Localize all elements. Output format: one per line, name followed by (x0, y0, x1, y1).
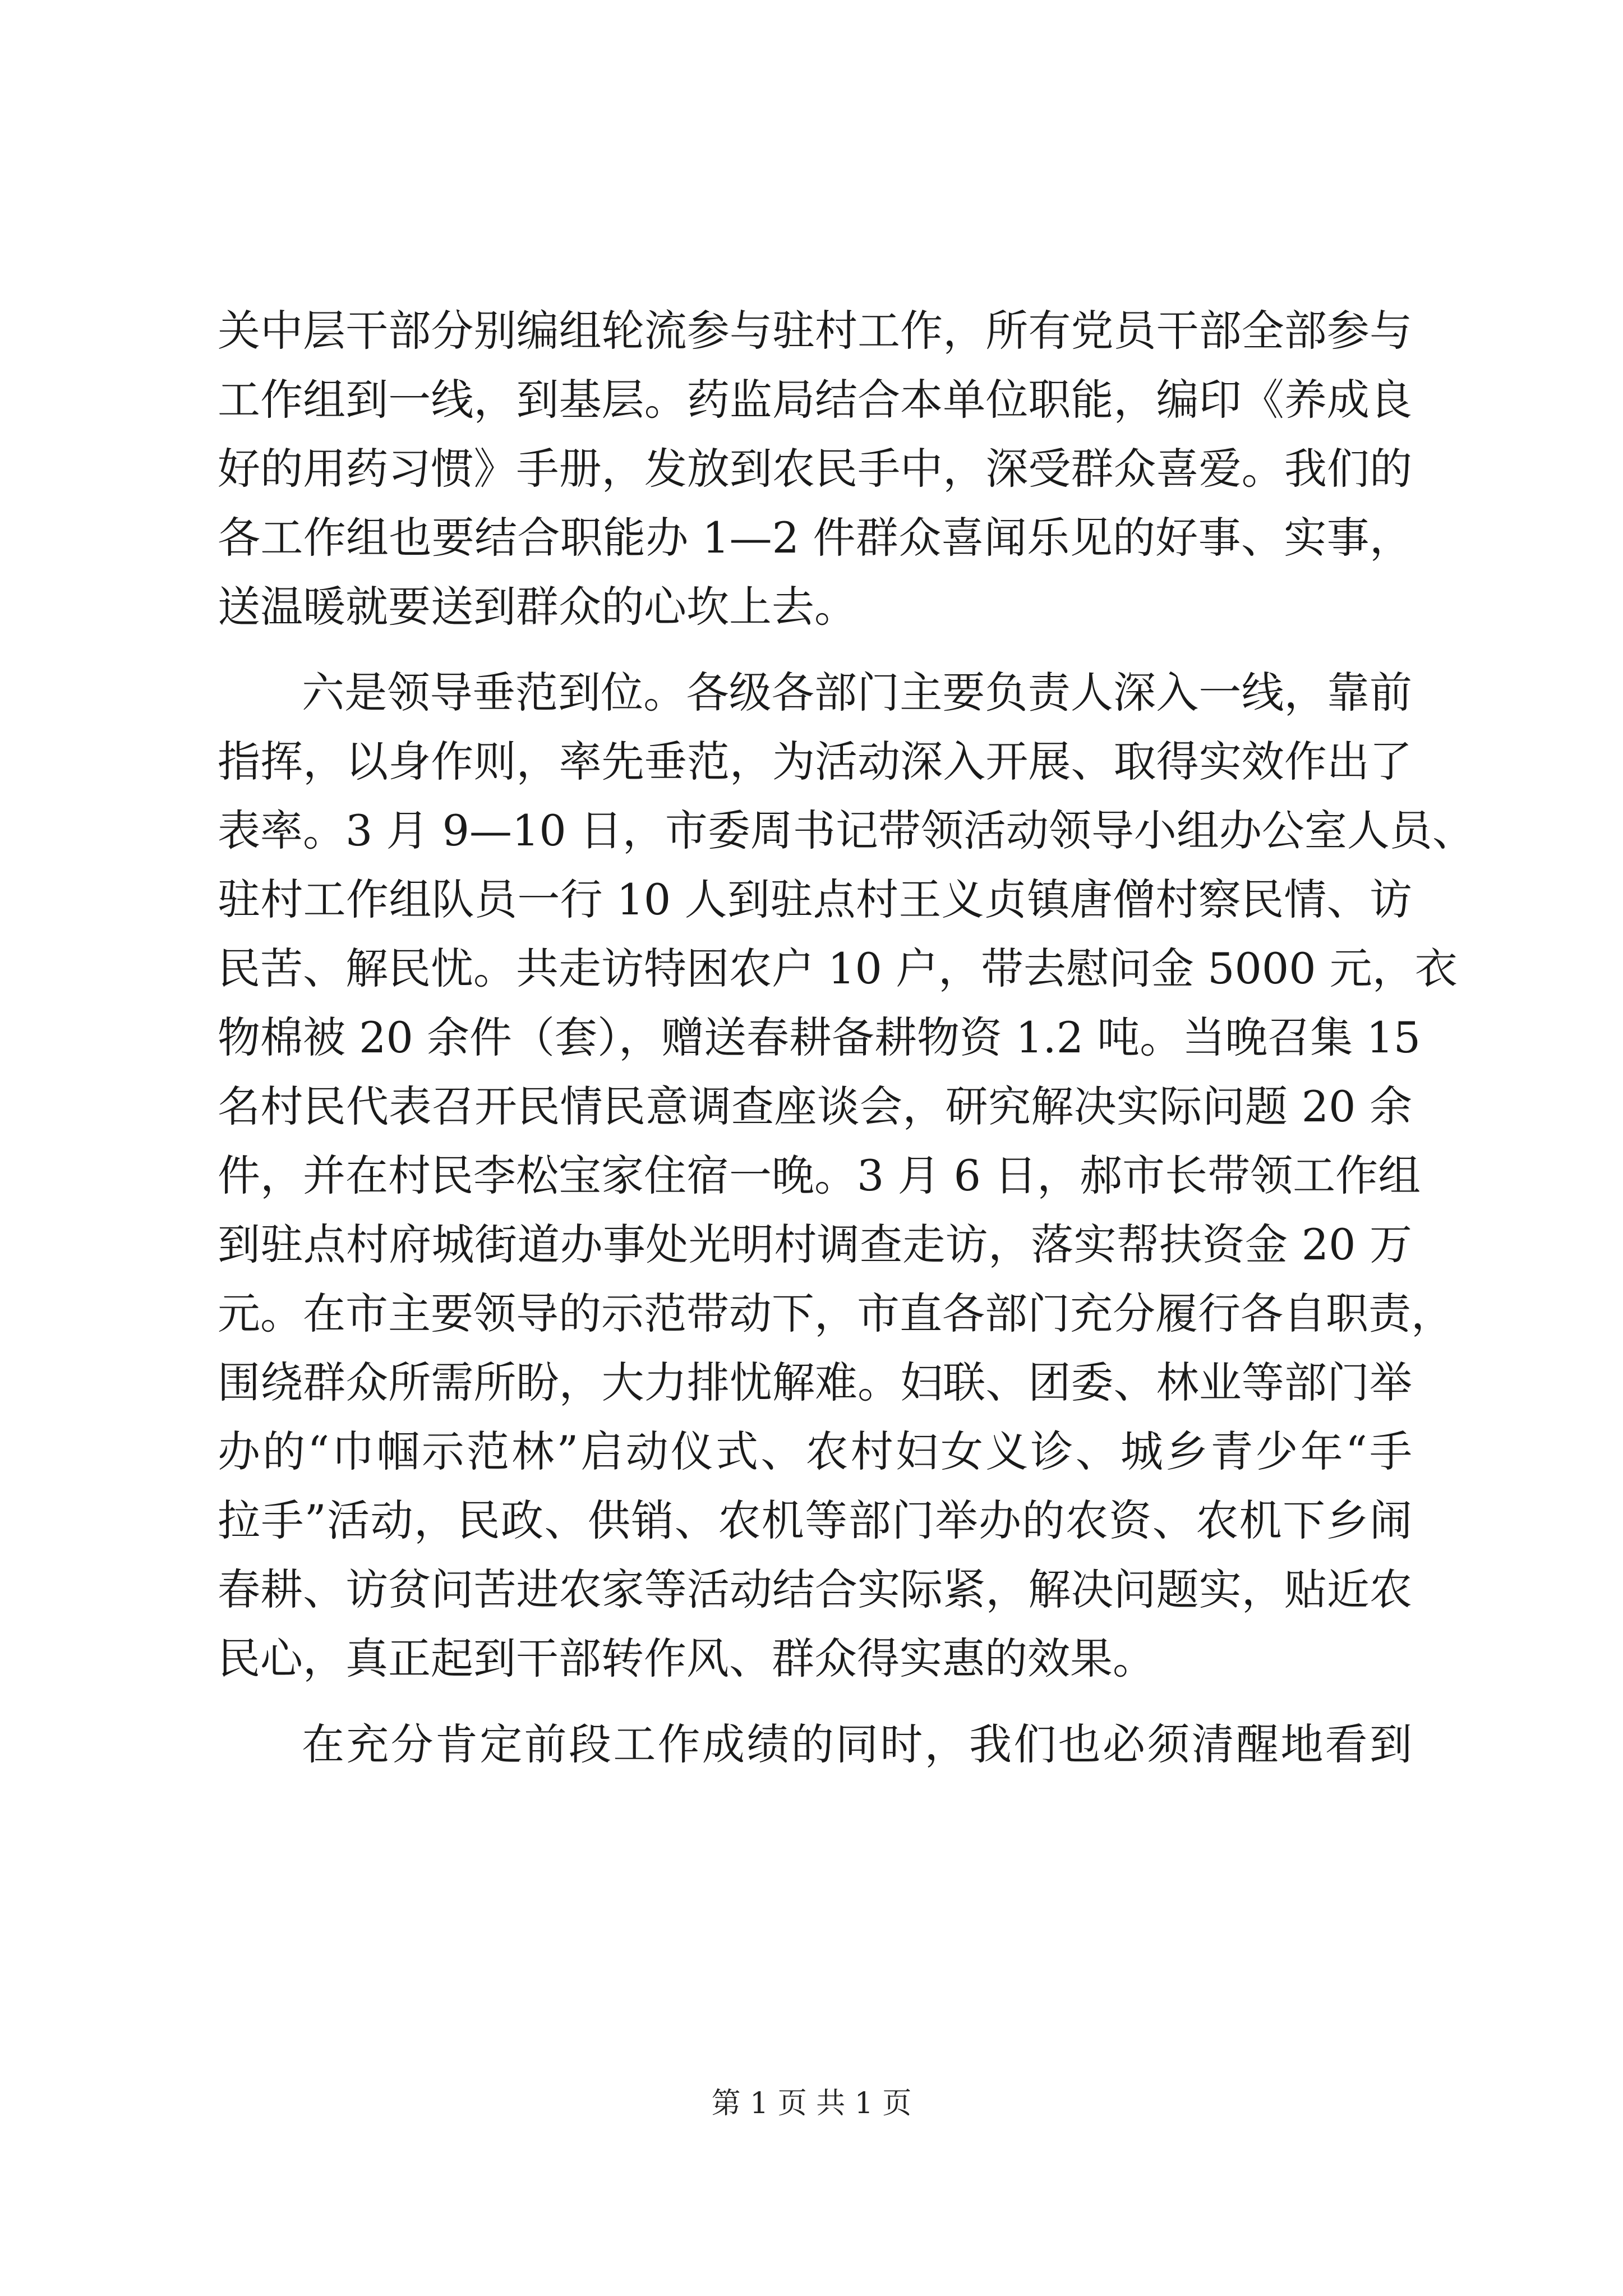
paragraph-spacer (218, 1693, 1412, 1710)
text-line: 送温暖就要送到群众的心坎上去。 (218, 582, 857, 632)
document-body (218, 296, 1475, 1779)
page-number: 第 1 页 共 1 页 (711, 2087, 912, 2120)
text-line: 好的用药习惯》手册，发放到农民手中，深受群众喜爱。我们的 (218, 444, 1412, 494)
paragraph (218, 296, 1412, 641)
text-line: 元。在市主要领导的示范带动下，市直各部门充分履行各自职责， (218, 1289, 1454, 1338)
text-line: 驻村工作组队员一行 10 人到驻点村王义贞镇唐僧村察民情、访 (218, 875, 1412, 924)
text-line: 工作组到一线，到基层。药监局结合本单位职能，编印《养成良 (218, 375, 1412, 425)
text-line: 到驻点村府城街道办事处光明村调查走访，落实帮扶资金 20 万 (218, 1220, 1412, 1269)
text-line: 民心，真正起到干部转作风、群众得实惠的效果。 (218, 1634, 1155, 1683)
paragraph (218, 1710, 1412, 1779)
text-line: 在充分肯定前段工作成绩的同时，我们也必须清醒地看到 (302, 1719, 1412, 1769)
text-line: 件，并在村民李松宝家住宿一晚。3 月 6 日，郝市长带领工作组 (218, 1151, 1421, 1200)
text-line: 春耕、访贫问苦进农家等活动结合实际紧，解决问题实，贴近农 (218, 1565, 1412, 1614)
page-footer (0, 2084, 1623, 2123)
text-line: 物棉被 20 余件（套），赠送春耕备耕物资 1.2 吨。当晚召集 15 (218, 1013, 1421, 1062)
text-line: 表率。3 月 9—10 日，市委周书记带领活动领导小组办公室人员、 (218, 806, 1475, 855)
text-line: 民苦、解民忧。共走访特困农户 10 户，带去慰问金 5000 元，衣 (218, 944, 1458, 993)
text-line: 围绕群众所需所盼，大力排忧解难。妇联、团委、林业等部门举 (218, 1358, 1412, 1407)
text-line: 关中层干部分别编组轮流参与驻村工作，所有党员干部全部参与 (218, 306, 1412, 356)
text-line: 拉手”活动，民政、供销、农机等部门举办的农资、农机下乡闹 (218, 1496, 1412, 1545)
paragraph (218, 658, 1475, 1693)
text-line: 名村民代表召开民情民意调查座谈会，研究解决实际问题 20 余 (218, 1082, 1412, 1131)
paragraph-spacer (218, 641, 1412, 658)
text-line: 各工作组也要结合职能办 1—2 件群众喜闻乐见的好事、实事， (218, 513, 1412, 563)
text-line: 六是领导垂范到位。各级各部门主要负责人深入一线，靠前 (302, 668, 1412, 717)
text-line: 办的“巾帼示范林”启动仪式、农村妇女义诊、城乡青少年“手 (218, 1427, 1412, 1476)
text-line: 指挥，以身作则，率先垂范，为活动深入开展、取得实效作出了 (218, 737, 1412, 786)
